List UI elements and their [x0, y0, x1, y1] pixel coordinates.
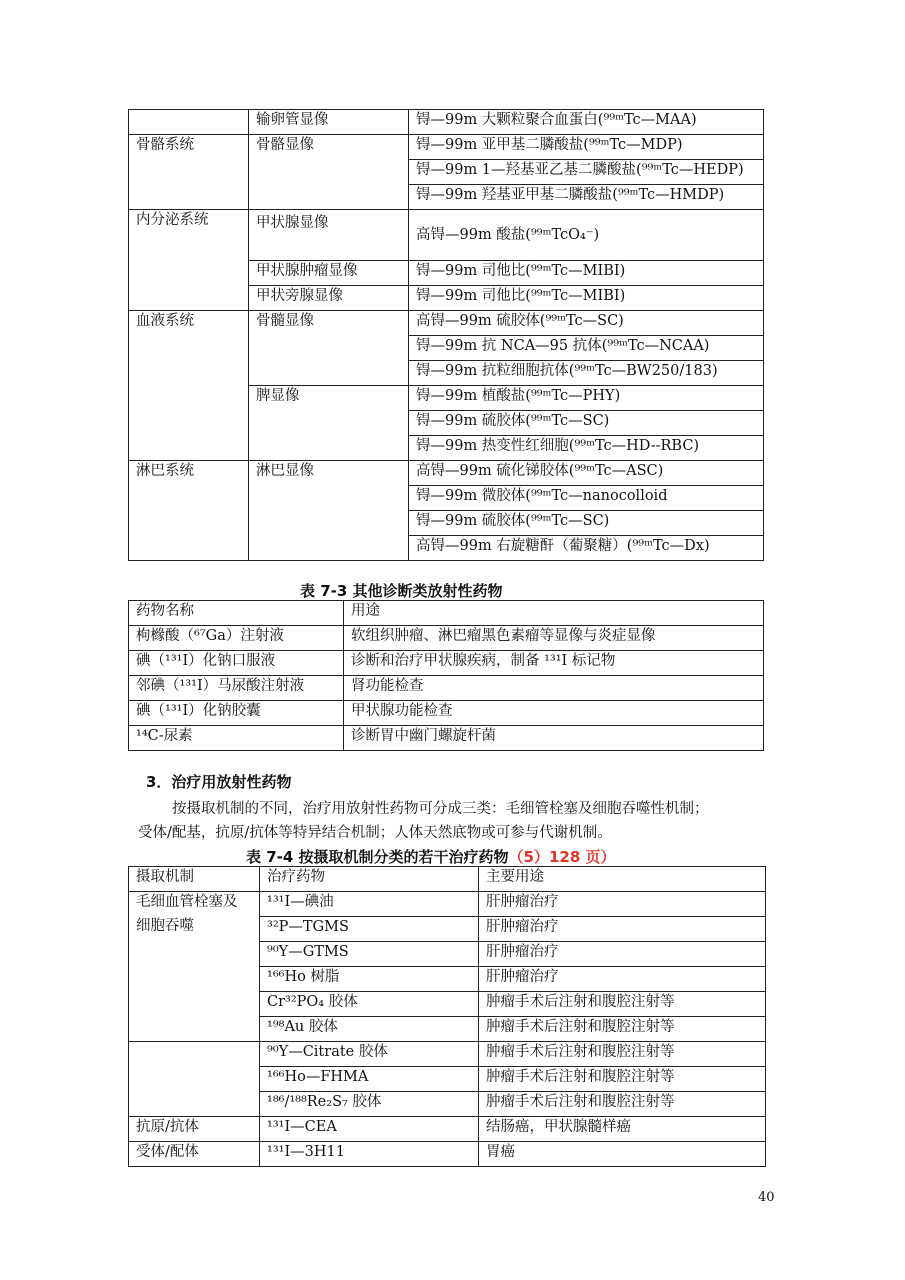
cell-line: 毛细血管栓塞及	[136, 894, 238, 910]
table-row	[129, 626, 764, 651]
table-row	[129, 701, 764, 726]
table-cell: ¹⁶⁶Ho—FHMA	[260, 1067, 479, 1092]
table-cell: 碘（¹³¹I）化钠口服液	[129, 651, 344, 676]
table-cell: 锝—99m 羟基亚甲基二膦酸盐(⁹⁹ᵐTc—HMDP)	[409, 185, 764, 210]
table-cell: 胃癌	[479, 1142, 766, 1167]
table-cell: 锝—99m 植酸盐(⁹⁹ᵐTc—PHY)	[409, 386, 764, 411]
cell-line: 细胞吞噬	[136, 918, 194, 934]
table-cell: 锝—99m 抗 NCA—95 抗体(⁹⁹ᵐTc—NCAA)	[409, 336, 764, 361]
page-number: 40	[758, 1190, 775, 1205]
table-cell: 高锝—99m 酸盐(⁹⁹ᵐTcO₄⁻)	[409, 210, 764, 261]
table-cell: 甲状腺显像	[249, 210, 409, 261]
body-paragraph: 按摄取机制的不同，治疗用放射性药物可分成三类：毛细管栓塞及细胞吞噬性机制；	[172, 801, 709, 817]
table-cell: ¹³¹I—碘油	[260, 892, 479, 917]
table-cell: ¹⁸⁶/¹⁸⁸Re₂S₇ 胶体	[260, 1092, 479, 1117]
table-cell: 甲状腺功能检查	[344, 701, 764, 726]
table-cell: ³²P—TGMS	[260, 917, 479, 942]
table-cell: 脾显像	[249, 386, 409, 461]
table-header-row	[129, 867, 766, 892]
table-cell: 甲状腺肿瘤显像	[249, 261, 409, 286]
table-cell: 锝—99m 硫胶体(⁹⁹ᵐTc—SC)	[409, 511, 764, 536]
table-cell: 骨髓显像	[249, 311, 409, 386]
table-cell: 锝—99m 热变性红细胞(⁹⁹ᵐTc—HD--RBC)	[409, 436, 764, 461]
table-cell: 肝肿瘤治疗	[479, 942, 766, 967]
column-header: 主要用途	[479, 867, 766, 892]
table-cell: 锝—99m 抗粒细胞抗体(⁹⁹ᵐTc—BW250/183)	[409, 361, 764, 386]
table-row	[129, 1117, 766, 1142]
table-cell: 骨骼系统	[129, 135, 249, 210]
table-cell	[129, 892, 260, 1042]
table-cell: 锝—99m 亚甲基二膦酸盐(⁹⁹ᵐTc—MDP)	[409, 135, 764, 160]
table-cell: 锝—99m 大颗粒聚合血蛋白(⁹⁹ᵐTc—MAA)	[409, 110, 764, 135]
table-row	[129, 651, 764, 676]
diagnostic-agents-table	[128, 600, 764, 751]
table-header-row	[129, 601, 764, 626]
table-cell	[129, 110, 249, 135]
table-row	[129, 461, 764, 486]
table-cell: 肿瘤手术后注射和腹腔注射等	[479, 1042, 766, 1067]
table-cell: 肿瘤手术后注射和腹腔注射等	[479, 1017, 766, 1042]
section-heading: 3．治疗用放射性药物	[146, 773, 292, 791]
table-cell: 诊断和治疗甲状腺疾病，制备 ¹³¹I 标记物	[344, 651, 764, 676]
column-header: 摄取机制	[129, 867, 260, 892]
table-cell: 高锝—99m 右旋糖酐（葡聚糖）(⁹⁹ᵐTc—Dx)	[409, 536, 764, 561]
table-cell: 肝肿瘤治疗	[479, 892, 766, 917]
table-cell: 邻碘（¹³¹I）马尿酸注射液	[129, 676, 344, 701]
table-row	[129, 676, 764, 701]
table-cell: 肿瘤手术后注射和腹腔注射等	[479, 992, 766, 1017]
table-cell: 骨骼显像	[249, 135, 409, 210]
column-header: 药物名称	[129, 601, 344, 626]
table-cell: ¹⁴C-尿素	[129, 726, 344, 751]
table-cell: 肝肿瘤治疗	[479, 967, 766, 992]
body-paragraph: 受体/配基，抗原/抗体等特异结合机制；人体天然底物或可参与代谢机制。	[138, 825, 612, 841]
table-cell: Cr³²PO₄ 胶体	[260, 992, 479, 1017]
table-cell: ⁹⁰Y—GTMS	[260, 942, 479, 967]
therapeutic-agents-table	[128, 866, 766, 1167]
table-cell: 甲状旁腺显像	[249, 286, 409, 311]
table-row	[129, 210, 764, 261]
table-row	[129, 311, 764, 336]
table-cell: ¹³¹I—CEA	[260, 1117, 479, 1142]
table-cell: 淋巴显像	[249, 461, 409, 561]
table-cell: 锝—99m 硫胶体(⁹⁹ᵐTc—SC)	[409, 411, 764, 436]
table-row	[129, 726, 764, 751]
table-cell: 内分泌系统	[129, 210, 249, 311]
caption-title: 表 7-4 按摄取机制分类的若干治疗药物	[246, 848, 509, 866]
table-cell: 高锝—99m 硫胶体(⁹⁹ᵐTc—SC)	[409, 311, 764, 336]
table-row	[129, 135, 764, 160]
table-cell: 肾功能检查	[344, 676, 764, 701]
table-caption: 表 7-3 其他诊断类放射性药物	[300, 582, 503, 600]
column-header: 用途	[344, 601, 764, 626]
table-cell: 软组织肿瘤、淋巴瘤黑色素瘤等显像与炎症显像	[344, 626, 764, 651]
table-cell: 锝—99m 司他比(⁹⁹ᵐTc—MIBI)	[409, 286, 764, 311]
table-cell: ⁹⁰Y—Citrate 胶体	[260, 1042, 479, 1067]
table-row	[129, 110, 764, 135]
table-cell: 锝—99m 司他比(⁹⁹ᵐTc—MIBI)	[409, 261, 764, 286]
table-cell: 抗原/抗体	[129, 1117, 260, 1142]
table-cell: 淋巴系统	[129, 461, 249, 561]
table-cell: ¹³¹I—3H11	[260, 1142, 479, 1167]
table-cell: 碘（¹³¹I）化钠胶囊	[129, 701, 344, 726]
table-row	[129, 1142, 766, 1167]
table-cell: 血液系统	[129, 311, 249, 461]
table-row	[129, 1042, 766, 1067]
table-cell: 输卵管显像	[249, 110, 409, 135]
table-cell: 肿瘤手术后注射和腹腔注射等	[479, 1067, 766, 1092]
table-cell: 锝—99m 1—羟基亚乙基二膦酸盐(⁹⁹ᵐTc—HEDP)	[409, 160, 764, 185]
column-header: 治疗药物	[260, 867, 479, 892]
caption-page-reference: （5）128 页）	[508, 848, 616, 866]
table-cell: 结肠癌，甲状腺髓样癌	[479, 1117, 766, 1142]
table-row	[129, 892, 766, 917]
table-cell: 受体/配体	[129, 1142, 260, 1167]
table-cell: ¹⁹⁸Au 胶体	[260, 1017, 479, 1042]
table-cell: ¹⁶⁶Ho 树脂	[260, 967, 479, 992]
table-caption	[246, 846, 616, 867]
table-cell: 锝—99m 微胶体(⁹⁹ᵐTc—nanocolloid	[409, 486, 764, 511]
table-cell: 肿瘤手术后注射和腹腔注射等	[479, 1092, 766, 1117]
table-cell: 肝肿瘤治疗	[479, 917, 766, 942]
table-cell: 高锝—99m 硫化锑胶体(⁹⁹ᵐTc—ASC)	[409, 461, 764, 486]
imaging-agents-table	[128, 109, 764, 561]
table-cell: 枸橼酸（⁶⁷Ga）注射液	[129, 626, 344, 651]
table-cell	[129, 1042, 260, 1117]
table-cell: 诊断胃中幽门螺旋杆菌	[344, 726, 764, 751]
